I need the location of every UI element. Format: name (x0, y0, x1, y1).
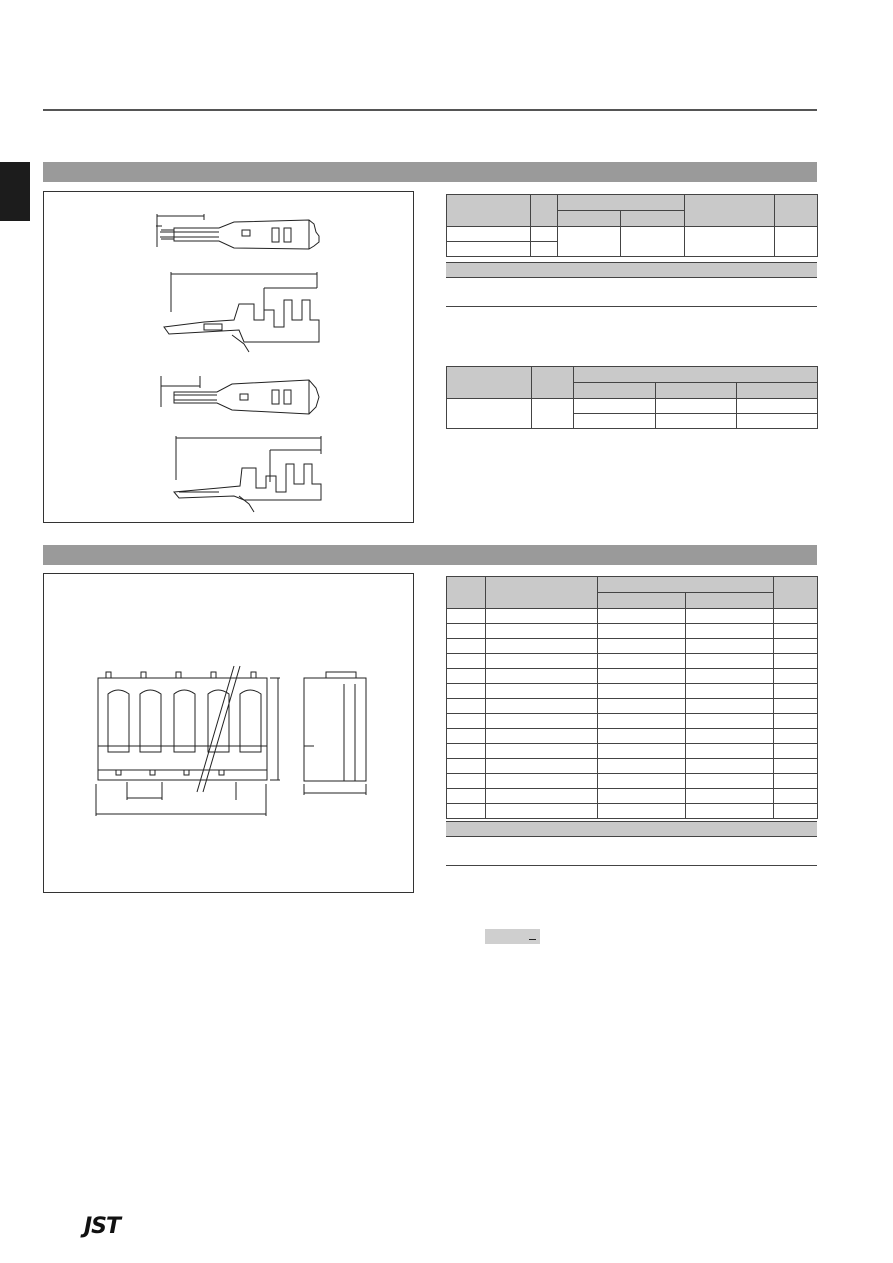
table-cell (598, 744, 686, 759)
table-cell (598, 624, 686, 639)
header-cell (532, 367, 574, 399)
table-cell (598, 714, 686, 729)
table-cell (486, 744, 598, 759)
table-cell (486, 654, 598, 669)
table-row (447, 729, 818, 744)
table-cell (486, 714, 598, 729)
header-subcell (737, 383, 818, 399)
table-cell (447, 759, 486, 774)
table-cell (686, 789, 774, 804)
table-cell (486, 639, 598, 654)
contact-alt-side-view (174, 436, 321, 512)
table-cell (447, 684, 486, 699)
table-cell (774, 699, 818, 714)
table-cell (598, 639, 686, 654)
table-cell (486, 759, 598, 774)
table-row (447, 609, 818, 624)
table-cell (686, 639, 774, 654)
contact-alt-spec-table (446, 366, 818, 429)
legend-dash (529, 939, 536, 940)
housing-drawings (44, 574, 415, 894)
header-subcell (558, 211, 621, 227)
table-cell (486, 729, 598, 744)
shaded-legend-box (485, 929, 540, 944)
table-row (447, 639, 818, 654)
header-subcell (656, 383, 737, 399)
table-cell (447, 789, 486, 804)
table-cell (447, 669, 486, 684)
housing-side-view (304, 672, 366, 795)
table-cell (686, 729, 774, 744)
table-row (447, 744, 818, 759)
contact-side-view (164, 272, 319, 352)
contact-note-strip (446, 262, 817, 307)
note-header (446, 262, 817, 278)
housing-spec-table (446, 576, 818, 819)
header-cell (447, 367, 532, 399)
table-cell (598, 654, 686, 669)
table-cell (486, 609, 598, 624)
header-cell (531, 195, 558, 227)
table-cell (686, 624, 774, 639)
table-cell (447, 714, 486, 729)
contact-spec-table (446, 194, 818, 257)
table-row (447, 684, 818, 699)
table-cell (774, 744, 818, 759)
table-cell (686, 609, 774, 624)
header-cell (486, 577, 598, 609)
table-cell (598, 609, 686, 624)
table-row (447, 759, 818, 774)
header-cell (447, 577, 486, 609)
table-cell (447, 804, 486, 819)
table-cell (447, 654, 486, 669)
table-cell (447, 744, 486, 759)
table-cell (447, 774, 486, 789)
table-cell (686, 714, 774, 729)
header-subcell (574, 383, 656, 399)
table-cell (447, 729, 486, 744)
table-cell (774, 624, 818, 639)
table-cell (774, 684, 818, 699)
table-row (447, 804, 818, 819)
table-cell (486, 684, 598, 699)
table-row (447, 399, 818, 414)
table-cell (598, 804, 686, 819)
table-row (447, 699, 818, 714)
header-cell (558, 195, 685, 211)
table-cell (598, 699, 686, 714)
header-subcell (621, 211, 685, 227)
jst-logo: JST (84, 1214, 121, 1239)
table-cell (447, 609, 486, 624)
table-cell (486, 669, 598, 684)
header-subcell (686, 593, 774, 609)
table-row (447, 624, 818, 639)
header-cell (775, 195, 818, 227)
table-cell (486, 789, 598, 804)
housing-note-strip (446, 821, 817, 866)
table-row (447, 654, 818, 669)
contact-drawing-panel (43, 191, 414, 523)
table-cell (774, 759, 818, 774)
table-cell (447, 624, 486, 639)
note-body (446, 278, 817, 307)
table-cell (598, 759, 686, 774)
contact-alt-top-view (161, 376, 319, 414)
note-body (446, 837, 817, 866)
section-band-housing (43, 545, 817, 565)
table-cell (686, 774, 774, 789)
table-cell (486, 774, 598, 789)
table-cell (774, 714, 818, 729)
table-cell (774, 789, 818, 804)
table-cell (774, 654, 818, 669)
table-cell (774, 669, 818, 684)
header-cell (574, 367, 818, 383)
table-cell (686, 669, 774, 684)
table-row (447, 789, 818, 804)
table-cell (447, 639, 486, 654)
table-cell (774, 774, 818, 789)
table-cell (598, 669, 686, 684)
table-row (447, 669, 818, 684)
table-cell (598, 729, 686, 744)
note-header (446, 821, 817, 837)
header-cell (598, 577, 774, 593)
header-cell (685, 195, 775, 227)
housing-front-view (96, 666, 280, 816)
table-cell (774, 729, 818, 744)
header-rule (43, 109, 817, 111)
table-cell (486, 804, 598, 819)
table-row (447, 714, 818, 729)
table-cell (447, 699, 486, 714)
table-cell (598, 684, 686, 699)
contact-drawings (44, 192, 415, 524)
table-cell (774, 639, 818, 654)
header-subcell (598, 593, 686, 609)
table-cell (686, 684, 774, 699)
table-cell (774, 609, 818, 624)
table-cell (598, 774, 686, 789)
table-cell (686, 804, 774, 819)
table-row (447, 227, 818, 242)
table-cell (686, 699, 774, 714)
housing-drawing-panel (43, 573, 414, 893)
table-cell (774, 804, 818, 819)
table-cell (598, 789, 686, 804)
table-row (447, 774, 818, 789)
contact-top-view (156, 214, 319, 249)
table-cell (486, 699, 598, 714)
section-side-tab (0, 162, 30, 221)
table-cell (686, 759, 774, 774)
table-cell (686, 744, 774, 759)
table-cell (686, 654, 774, 669)
header-cell (447, 195, 531, 227)
header-cell (774, 577, 818, 609)
table-cell (486, 624, 598, 639)
section-band-contacts (43, 162, 817, 182)
